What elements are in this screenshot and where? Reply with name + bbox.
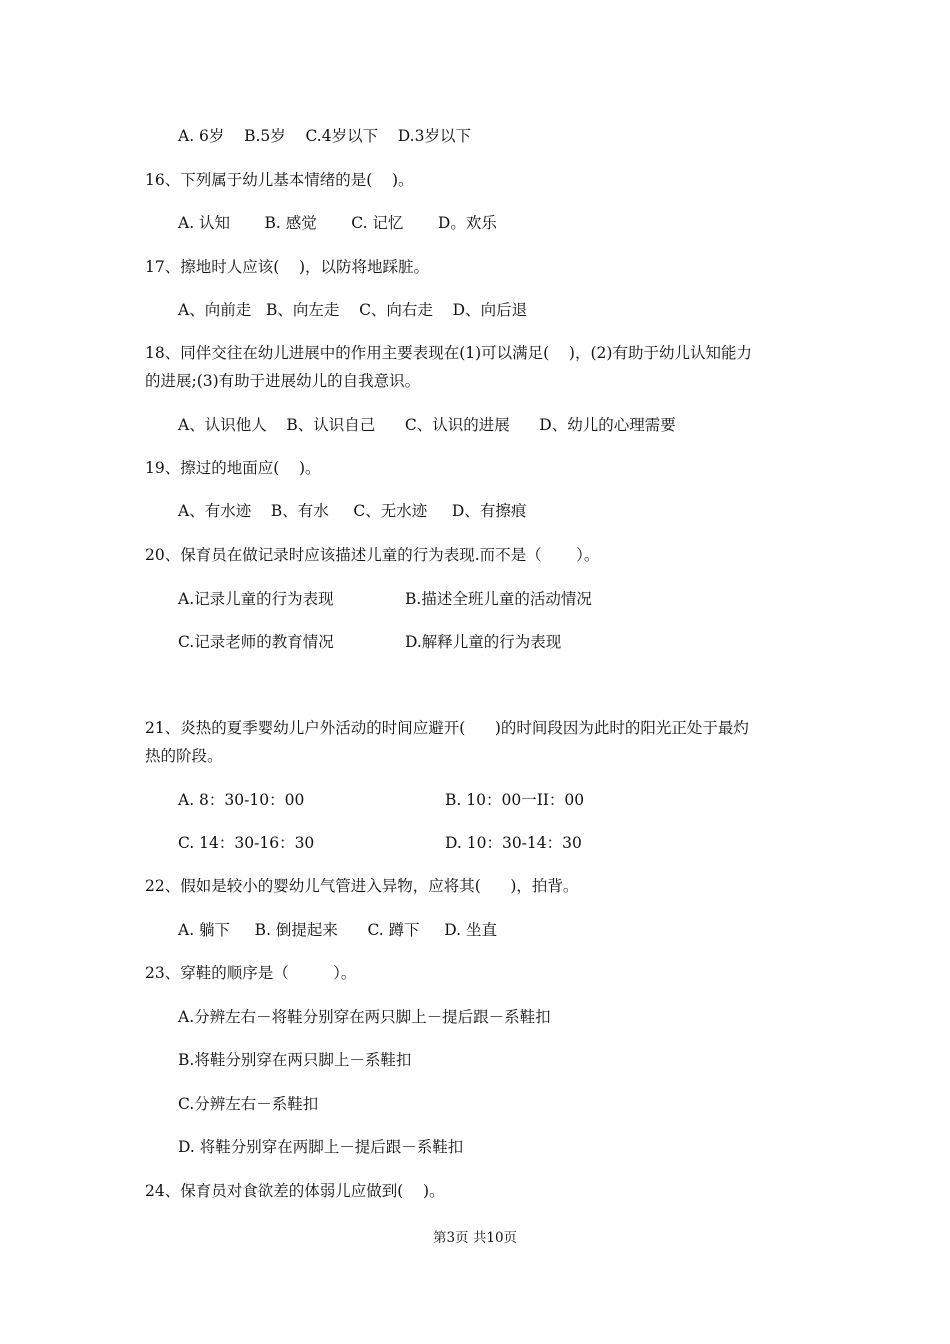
q20-option-b: B.描述全班儿童的活动情况 — [405, 590, 592, 608]
q22-question: 22、假如是较小的婴幼儿气管进入异物，应将其( )，拍背。 — [145, 877, 579, 895]
q19-question: 19、擦过的地面应( )。 — [145, 459, 321, 477]
q16-question: 16、下列属于幼儿基本情绪的是( )。 — [145, 171, 414, 189]
q23-option-b: B.将鞋分别穿在两只脚上－系鞋扣 — [178, 1051, 412, 1069]
q20-option-a: A.记录儿童的行为表现 — [178, 590, 334, 608]
q24-question: 24、保育员对食欲差的体弱儿应做到( )。 — [145, 1182, 445, 1200]
q23-option-d: D. 将鞋分别穿在两脚上－提后跟－系鞋扣 — [178, 1138, 464, 1156]
q17-options: A、向前走 B、向左走 C、向右走 D、向后退 — [178, 301, 528, 319]
q21-option-c: C. 14：30-16：30 — [178, 834, 315, 852]
q17-question: 17、擦地时人应该( )，以防将地踩脏。 — [145, 258, 430, 276]
q23-option-c: C.分辨左右－系鞋扣 — [178, 1095, 319, 1113]
q21-question: 21、炎热的夏季婴幼儿户外活动的时间应避开( )的时间段因为此时的阳光正处于最灼 — [145, 719, 749, 737]
q19-options: A、有水迹 B、有水 C、无水迹 D、有擦痕 — [178, 502, 527, 520]
q16-options: A. 认知 B. 感觉 C. 记忆 D。欢乐 — [178, 214, 497, 232]
q20-question: 20、保育员在做记录时应该描述儿童的行为表现.而不是（ ）。 — [145, 546, 600, 564]
q21-option-a: A. 8：30-10：00 — [178, 791, 305, 809]
q22-options: A. 躺下 B. 倒提起来 C. 蹲下 D. 坐直 — [178, 921, 498, 939]
q21-option-d: D. 10：30-14：30 — [445, 834, 582, 852]
q21-question-cont: 热的阶段。 — [145, 747, 223, 765]
q23-question: 23、穿鞋的顺序是（ ）。 — [145, 964, 357, 982]
q18-question-cont: 的进展;(3)有助于进展幼儿的自我意识。 — [145, 372, 421, 390]
page-number-footer: 第3页 共10页 — [432, 1230, 518, 1246]
q20-option-d: D.解释儿童的行为表现 — [405, 633, 562, 651]
q18-question: 18、同伴交往在幼儿进展中的作用主要表现在(1)可以满足( )，(2)有助于幼儿认知能力 — [145, 344, 752, 362]
q21-option-b: B. 10：00一II：00 — [445, 791, 585, 809]
q18-options: A、认识他人 B、认识自己 C、认识的进展 D、幼儿的心理需要 — [178, 416, 676, 434]
q15-options: A. 6岁 B.5岁 C.4岁以下 D.3岁以下 — [178, 127, 471, 145]
q23-option-a: A.分辨左右－将鞋分别穿在两只脚上－提后跟－系鞋扣 — [178, 1008, 551, 1026]
q20-option-c: C.记录老师的教育情况 — [178, 633, 334, 651]
